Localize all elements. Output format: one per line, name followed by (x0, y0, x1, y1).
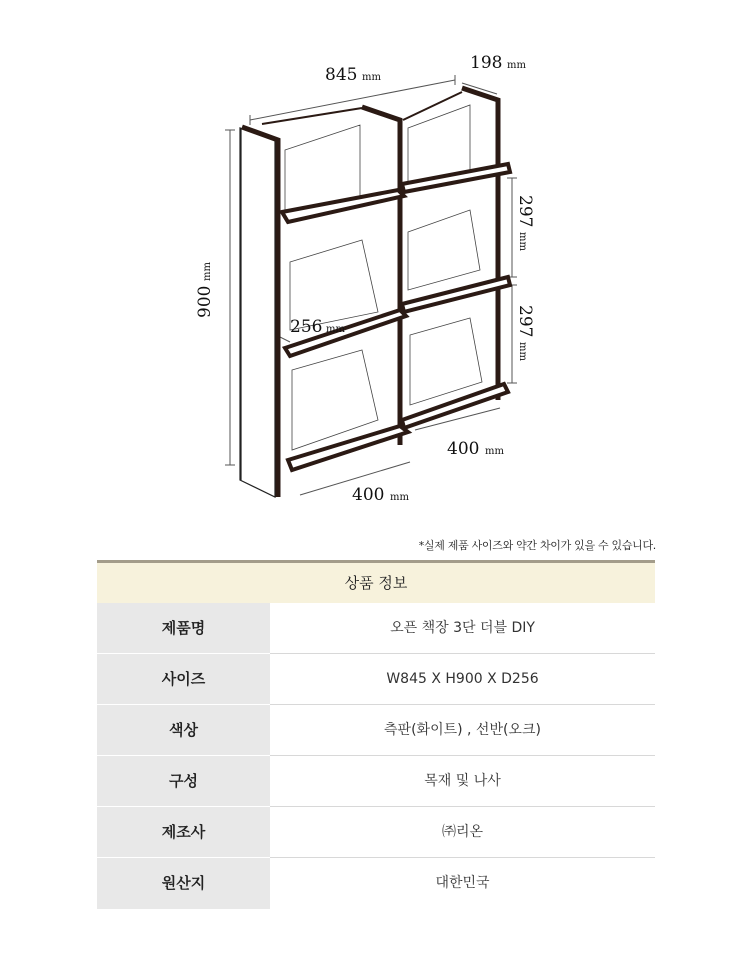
svg-text:297: 297 (515, 305, 535, 338)
svg-text:mm: mm (517, 342, 528, 361)
row-value: ㈜리온 (270, 807, 655, 858)
svg-text:mm: mm (202, 262, 213, 281)
svg-text:297: 297 (515, 195, 535, 228)
row-label: 사이즈 (97, 654, 270, 705)
svg-text:mm: mm (517, 232, 528, 251)
row-label: 제품명 (97, 603, 270, 654)
svg-text:mm: mm (485, 446, 504, 457)
svg-text:mm: mm (507, 60, 526, 71)
svg-text:mm: mm (362, 72, 381, 83)
table-row (97, 807, 655, 858)
right-column (402, 88, 510, 428)
row-label: 제조사 (97, 807, 270, 858)
dim-width-label (325, 65, 381, 85)
svg-text:400: 400 (352, 485, 385, 505)
svg-text:400: 400 (447, 439, 480, 459)
table-row (97, 858, 655, 909)
row-value: 목재 및 나사 (270, 756, 655, 807)
svg-text:845: 845 (325, 65, 358, 85)
svg-text:256: 256 (290, 317, 323, 337)
svg-text:900: 900 (195, 285, 215, 318)
dim-depth-top-label (470, 53, 526, 73)
dim-shelf-gap-upper-label (515, 195, 535, 251)
table-row (97, 654, 655, 705)
size-disclaimer-note: *실제 제품 사이즈와 약간 차이가 있을 수 있습니다. (418, 539, 656, 552)
dim-height-label (195, 262, 215, 318)
row-value: W845 X H900 X D256 (270, 654, 655, 705)
dim-unit-width-right-label (447, 439, 504, 459)
svg-text:mm: mm (326, 324, 345, 335)
product-info-title: 상품 정보 (97, 563, 655, 603)
row-value: 측판(화이트) , 선반(오크) (270, 705, 655, 756)
dim-unit-width-left-label (352, 485, 409, 505)
table-row (97, 705, 655, 756)
row-value: 오픈 책장 3단 더블 DIY (270, 603, 655, 654)
dim-shelf-gap-lower-label (515, 305, 535, 361)
row-label: 원산지 (97, 858, 270, 909)
table-row (97, 603, 655, 654)
left-side-panel (240, 128, 275, 497)
row-value: 대한민국 (435, 875, 490, 891)
svg-text:mm: mm (390, 492, 409, 503)
table-row (97, 756, 655, 807)
product-info-table (97, 560, 655, 909)
row-label: 구성 (97, 756, 270, 807)
row-label: 색상 (97, 705, 270, 756)
svg-text:198: 198 (470, 53, 503, 73)
